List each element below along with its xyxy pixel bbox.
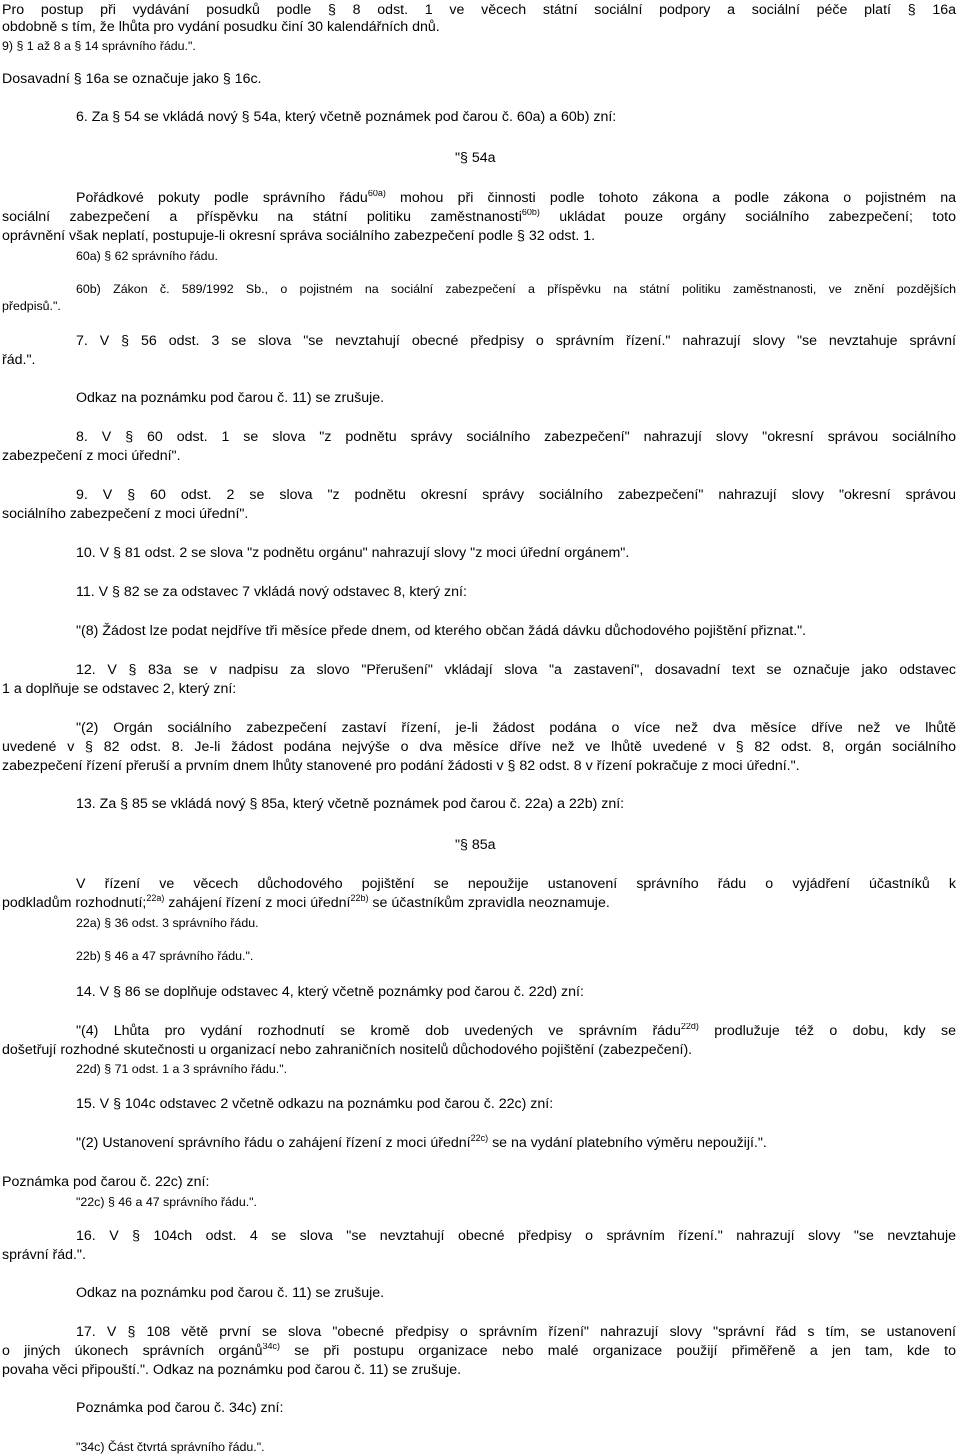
footnote-reference: 22c) [470,1133,489,1143]
point-10: 10. V § 81 odst. 2 se slova "z podnětu orgánu" nahrazují slovy "z moci úřední orgánem". [76,545,630,561]
point-13: 13. Za § 85 se vkládá nový § 85a, který včetně poznámek pod čarou č. 22a) a 22b) zní: [76,796,625,812]
para-85a-2: podkladům rozhodnutí;$^{22a)}$ zahájení řízení z moci úřední$^{22b)}$ se účastníkům zpravidla neoznamuje. [2,893,610,911]
line-renumbering: Dosavadní § 16a se označuje jako § 16c. [2,71,262,87]
footnote-22a: 22a) § 36 odst. 3 správního řádu. [76,916,259,930]
point-16-end: správní řád.". [2,1247,86,1263]
para-82-8: "(8) Žádost lze podat nejdříve tři měsíce přede dnem, od kterého občan žádá dávku důchodového pojištění přiznat.". [76,623,807,639]
point-9: 9. V § 60 odst. 2 se slova "z podnětu okresní správy sociálního zabezpečení" nahrazují slovy "okresní správou [76,487,956,503]
para-86-4-1: "(4) Lhůta pro vydání rozhodnutí se kromě dob uvedených ve správním řádu$^{22d)}$ prodlužuje též o dobu, kdy se [76,1023,956,1039]
point-7-note: Odkaz na poznámku pod čarou č. 11) se zrušuje. [76,390,385,406]
footnote-22c: "22c) § 46 a 47 správního řádu.". [76,1195,258,1209]
point-11: 11. V § 82 se za odstavec 7 vkládá nový odstavec 8, který zní: [76,584,467,600]
point-16: 16. V § 104ch odst. 4 se slova "se nevztahují obecné předpisy o správním řízení." nahrazují slovy "se nevztahuje [76,1228,956,1244]
footnote-60b-end: předpisů.". [2,299,61,313]
para-86-4-2: došetřují rozhodné skutečnosti u organizací nebo zahraničních nositelů důchodového pojištění (zabezpečení). [2,1042,693,1058]
para-104c-2: "(2) Ustanovení správního řádu o zahájení řízení z moci úřední$^{22c)}$ se na vydání platebního výměru nepoužijí.". [76,1133,767,1151]
para-85a-1: V řízení ve věcech důchodového pojištění se nepoužije ustanovení správního řádu o vyjádření účastníků k [76,876,956,892]
line-continuation-2: obdobně s tím, že lhůta pro vydání posudku činí 30 kalendářních dnů. [2,19,440,35]
footnote-34c: "34c) Část čtvrtá správního řádu.". [76,1440,265,1454]
para-83a-2-1: "(2) Orgán sociálního zabezpečení zastaví řízení, je-li žádost podána o více než dva měsíce dříve než ve lhůtě [76,720,956,736]
note-34c-heading: Poznámka pod čarou č. 34c) zní: [76,1400,284,1416]
footnote-9: 9) § 1 až 8 a § 14 správního řádu.". [2,39,196,53]
point-12: 12. V § 83a se v nadpisu za slovo "Přerušení" vkládají slova "a zastavení", dosavadní text se označuje jako odstavec [76,662,956,678]
footnote-reference: 22a) [146,893,165,903]
note-22c-heading: Poznámka pod čarou č. 22c) zní: [2,1174,210,1190]
point-7-end: řád.". [2,352,36,368]
footnote-60a: 60a) § 62 správního řádu. [76,249,218,263]
point-17: 17. V § 108 větě první se slova "obecné předpisy o správním řízení" nahrazují slovy "správní řád s tím, se ustanovení [76,1324,956,1340]
point-12-end: 1 a doplňuje se odstavec 2, který zní: [2,681,237,697]
point-7: 7. V § 56 odst. 3 se slova "se nevztahují obecné předpisy o správním řízení." nahrazují slovy "se nevztahuje správní [76,333,956,349]
footnote-reference: 60a) [367,190,386,198]
section-heading-54a: "§ 54a [455,150,496,166]
footnote-22b: 22b) § 46 a 47 správního řádu.". [76,949,254,963]
point-16-note: Odkaz na poznámku pod čarou č. 11) se zrušuje. [76,1285,385,1301]
point-17-3: povaha věci připouští.". Odkaz na poznámku pod čarou č. 11) se zrušuje. [2,1362,462,1378]
section-heading-85a: "§ 85a [455,837,496,853]
para-83a-2-3: zabezpečení řízení přeruší a prvním dnem lhůty stanovené pro podání žádosti v § 82 odst. 8 v řízení pokračuje z moci úřední.". [2,758,800,774]
footnote-60b: 60b) Zákon č. 589/1992 Sb., o pojistném na sociální zabezpečení a příspěvku na státní politiku zaměstnanosti, ve znění pozdějších [76,282,956,296]
footnote-reference: 60b) [521,209,540,217]
point-17-2: o jiných úkonech správních orgánů$^{34c)}$ se při postupu organizace nebo malé organizace použijí přiměřeně a jen tam, kde to [2,1343,956,1359]
para-54a-1: Pořádkové pokuty podle správního řádu$^{60a)}$ mohou při činnosti podle tohoto zákona a podle zákona o pojistném na [76,190,956,206]
point-8: 8. V § 60 odst. 1 se slova "z podnětu správy sociálního zabezpečení" nahrazují slovy "okresní správou sociálního [76,429,956,445]
para-83a-2-2: uvedené v § 82 odst. 8. Je-li žádost podána nejvýše o dva měsíce dříve než ve lhůtě uvedené v § 82 odst. 8, orgán sociálního [2,739,956,755]
footnote-22d: 22d) § 71 odst. 1 a 3 správního řádu.". [76,1062,288,1076]
point-15: 15. V § 104c odstavec 2 včetně odkazu na poznámku pod čarou č. 22c) zní: [76,1096,554,1112]
line-continuation-1: Pro postup při vydávání posudků podle § 8 odst. 1 ve věcech státní sociální podpory a sociální péče platí § 16a [2,2,956,18]
footnote-reference: 22d) [680,1023,699,1031]
point-6: 6. Za § 54 se vkládá nový § 54a, který včetně poznámek pod čarou č. 60a) a 60b) zní: [76,109,617,125]
para-54a-2: sociální zabezpečení a příspěvku na státní politiku zaměstnanosti$^{60b)}$ ukládat pouze orgány sociálního zabezpečení; toto [2,209,956,225]
footnote-reference: 22b) [350,893,369,903]
point-8-end: zabezpečení z moci úřední". [2,448,181,464]
para-54a-3: oprávnění však neplatí, postupuje-li okresní správa sociálního zabezpečení podle § 32 odst. 1. [2,228,596,244]
footnote-reference: 34c) [262,1343,281,1351]
point-9-end: sociálního zabezpečení z moci úřední". [2,506,249,522]
point-14: 14. V § 86 se doplňuje odstavec 4, který včetně poznámky pod čarou č. 22d) zní: [76,984,584,1000]
